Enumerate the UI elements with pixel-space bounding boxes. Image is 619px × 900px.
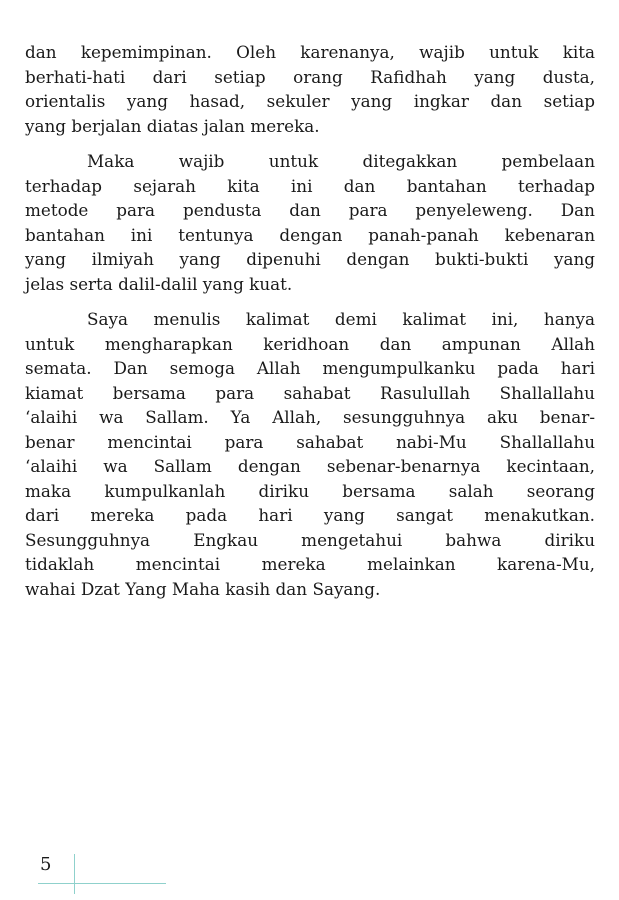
page-number: 5 bbox=[40, 854, 52, 875]
text-line: Saya menulis kalimat demi kalimat ini, hanya bbox=[87, 309, 595, 329]
text-line: kiamat bersama para sahabat Rasulullah Shallallahu bbox=[25, 382, 595, 403]
text-line: terhadap sejarah kita ini dan bantahan terhadap bbox=[25, 175, 595, 196]
paragraph-2 bbox=[25, 149, 595, 296]
paragraph-3 bbox=[25, 307, 595, 601]
page-body bbox=[25, 40, 595, 601]
text-line: orientalis yang hasad, sekuler yang ingkar dan setiap bbox=[25, 91, 595, 111]
text-line: wahai Dzat Yang Maha kasih dan Sayang. bbox=[25, 578, 381, 599]
text-line: berhati-hati dari setiap orang Rafidhah yang dusta, bbox=[25, 66, 595, 87]
text-line: Maka wajib untuk ditegakkan pembelaan bbox=[87, 151, 595, 171]
text-line: ‘alaihi wa Sallam dengan sebenar-benarnya kecintaan, bbox=[25, 456, 595, 476]
text-line: bantahan ini tentunya dengan panah-panah kebenaran bbox=[25, 224, 595, 245]
text-line: yang berjalan diatas jalan mereka. bbox=[25, 115, 320, 136]
text-line: metode para pendusta dan para penyeleweng. Dan bbox=[25, 200, 595, 220]
text-line: benar mencintai para sahabat nabi-Mu Shallallahu bbox=[25, 431, 595, 452]
text-line: Sesungguhnya Engkau mengetahui bahwa diriku bbox=[25, 529, 595, 550]
text-line: dari mereka pada hari yang sangat menakutkan. bbox=[25, 505, 595, 525]
page-footer bbox=[0, 840, 619, 900]
text-line: ‘alaihi wa Sallam. Ya Allah, sesungguhnya aku benar- bbox=[25, 407, 595, 427]
text-line: dan kepemimpinan. Oleh karenanya, wajib untuk kita bbox=[25, 42, 595, 62]
footer-rule-horizontal bbox=[38, 883, 166, 884]
text-line: untuk mengharapkan keridhoan dan ampunan Allah bbox=[25, 333, 595, 354]
text-line: tidaklah mencintai mereka melainkan karena-Mu, bbox=[25, 554, 595, 574]
paragraph-1 bbox=[25, 40, 595, 138]
text-line: maka kumpulkanlah diriku bersama salah seorang bbox=[25, 480, 595, 501]
text-line: jelas serta dalil-dalil yang kuat. bbox=[25, 273, 293, 294]
text-line: semata. Dan semoga Allah mengumpulkanku pada hari bbox=[25, 358, 595, 378]
text-line: yang ilmiyah yang dipenuhi dengan bukti-bukti yang bbox=[25, 249, 595, 269]
footer-rule-vertical bbox=[74, 854, 75, 894]
